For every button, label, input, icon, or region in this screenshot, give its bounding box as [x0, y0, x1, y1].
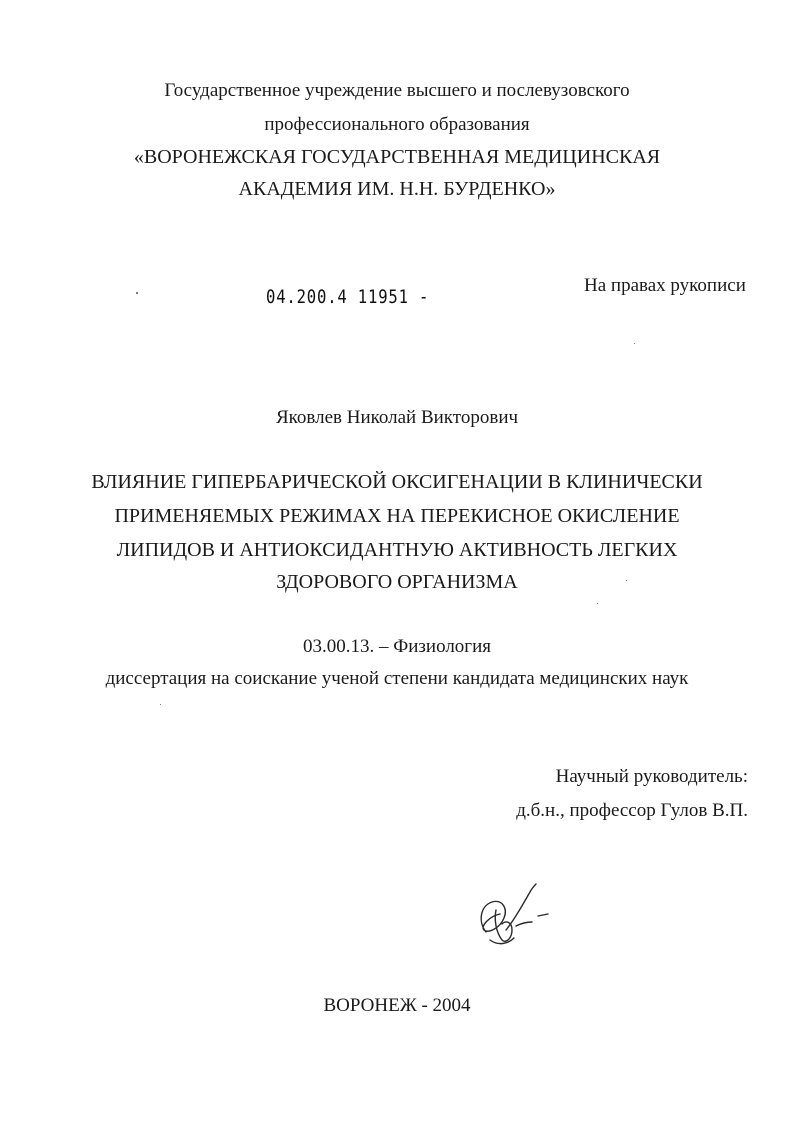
institution-name-line-1: «ВОРОНЕЖСКАЯ ГОСУДАРСТВЕННАЯ МЕДИЦИНСКАЯ: [133, 146, 661, 168]
author-name: Яковлев Николай Викторович: [275, 407, 519, 428]
specialty-code: 03.00.13. – Физиология: [302, 636, 492, 657]
title-line-1: ВЛИЯНИЕ ГИПЕРБАРИЧЕСКОЙ ОКСИГЕНАЦИИ В КЛИНИЧЕСКИ: [91, 471, 703, 493]
supervisor-name: д.б.н., профессор Гулов В.П.: [516, 800, 748, 821]
signature-icon: [472, 880, 552, 955]
title-line-4: ЗДОРОВОГО ОРГАНИЗМА: [276, 571, 518, 593]
institution-line-1: Государственное учреждение высшего и послевузовского: [164, 80, 630, 101]
registration-number: 04.200.4 11951 -: [266, 286, 430, 308]
supervisor-label: Научный руководитель:: [555, 766, 748, 787]
institution-line-2: профессионального образования: [264, 114, 530, 135]
city-year: ВОРОНЕЖ - 2004: [323, 995, 471, 1016]
title-line-2: ПРИМЕНЯЕМЫХ РЕЖИМАХ НА ПЕРЕКИСНОЕ ОКИСЛЕНИЕ: [114, 505, 680, 527]
institution-name-line-2: АКАДЕМИЯ ИМ. Н.Н. БУРДЕНКО»: [238, 178, 556, 200]
scan-speck: [634, 343, 635, 344]
scan-speck: [136, 292, 138, 294]
scan-speck: [626, 580, 627, 581]
scan-speck: [597, 603, 598, 604]
degree-statement: диссертация на соискание ученой степени кандидата медицинских наук: [105, 668, 689, 689]
rights-notice: На правах рукописи: [584, 275, 746, 296]
title-line-3: ЛИПИДОВ И АНТИОКСИДАНТНУЮ АКТИВНОСТЬ ЛЕГКИХ: [116, 539, 678, 561]
scan-speck: [160, 704, 161, 705]
